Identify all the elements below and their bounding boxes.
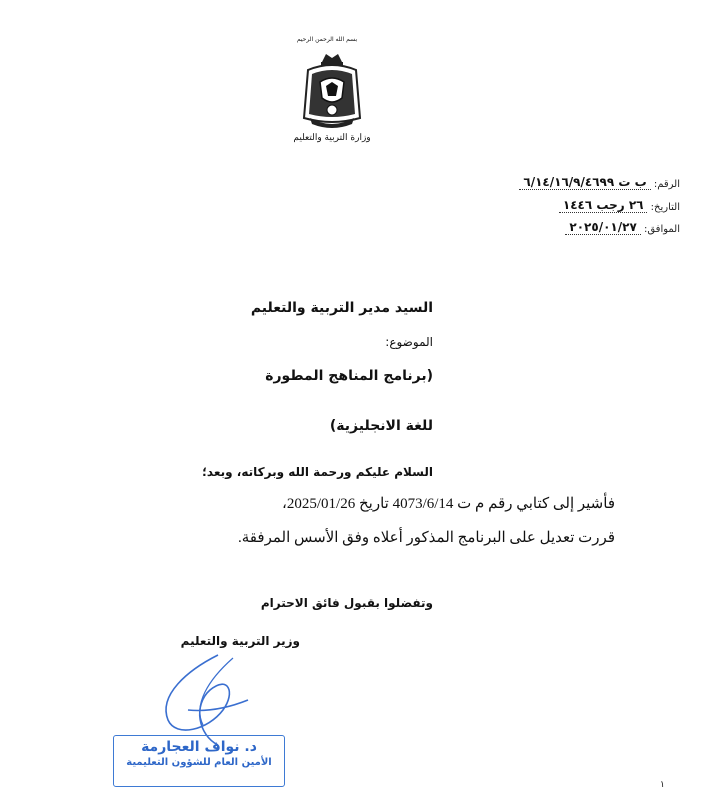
- ministry-name: وزارة التربية والتعليم: [293, 133, 371, 143]
- stamp-name: د. نواف العجارمة: [141, 739, 257, 755]
- gregorian-date-label: الموافق:: [643, 224, 680, 235]
- reference-number-row: [480, 175, 680, 195]
- official-stamp: [113, 735, 285, 787]
- stamp-role: الأمين العام للشؤون التعليمية: [126, 757, 272, 768]
- reference-number-label: الرقم:: [653, 179, 680, 190]
- body-paragraph-line-2: قررت تعديل على البرنامج المذكور أعلاه وفق الأسس المرفقة.: [238, 530, 615, 546]
- hijri-date-value: ٢٦ رجب ١٤٤٦: [559, 198, 648, 213]
- subject-language: للغة الانجليزية): [329, 418, 433, 434]
- body-paragraph-line-1: فأشير إلى كتابي رقم م ت 4073/6/14 تاريخ 2025/01/26،: [282, 496, 615, 512]
- letterhead-inscription: بسم الله الرحمن الرحيم: [296, 36, 358, 43]
- reference-number-value: ب ت ٦/١٤/١٦/٩/٤٦٩٩: [519, 175, 650, 190]
- page-mark: ١: [660, 780, 665, 790]
- signatory-title: وزير التربية والتعليم: [180, 634, 300, 648]
- hijri-date-label: التاريخ:: [650, 202, 680, 213]
- coat-of-arms-icon: [300, 52, 364, 130]
- recipient: السيد مدير التربية والتعليم: [250, 300, 433, 316]
- closing-line: وتفضلوا بقبول فائق الاحترام: [260, 596, 433, 610]
- gregorian-date-value: ٢٠٢٥/٠١/٢٧: [565, 220, 640, 235]
- greeting: السلام عليكم ورحمة الله وبركاته، وبعد؛: [202, 465, 433, 479]
- gregorian-date-row: [480, 220, 680, 240]
- subject-label: الموضوع:: [385, 335, 433, 349]
- hijri-date-row: [480, 198, 680, 218]
- subject-title: (برنامج المناهج المطورة: [265, 368, 433, 384]
